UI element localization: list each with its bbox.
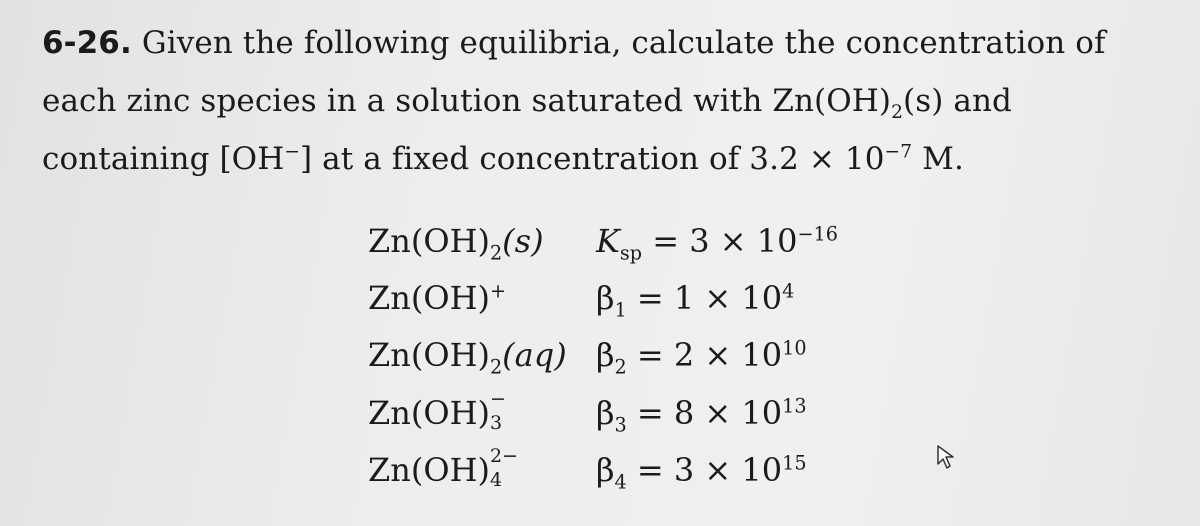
constant-subscript: 2 [614, 355, 627, 379]
constant-exponent: 13 [782, 394, 807, 418]
problem-line-2-tail: (s) and [903, 83, 1012, 119]
constant-symbol: β [596, 451, 615, 489]
species-state: (s) [502, 222, 544, 260]
species-formula: Zn(OH) [368, 222, 490, 260]
species-formula: Zn(OH) [368, 279, 490, 317]
constant-subscript: sp [619, 241, 643, 265]
constant-row [596, 222, 838, 278]
species-state: (aq) [502, 336, 567, 374]
constant-exponent: 10 [782, 336, 807, 360]
species-sub-sup [489, 388, 508, 434]
species-formula: Zn(OH) [368, 394, 490, 432]
constant-row [596, 394, 807, 450]
species-row [368, 222, 544, 278]
constant-value: = 2 × 10 [626, 336, 783, 374]
species-subscript: 2 [489, 241, 503, 265]
problem-line-3-tail: M. [912, 141, 964, 177]
constant-row [596, 279, 794, 335]
constant-symbol: β [596, 394, 615, 432]
problem-line-2-text: each zinc species in a solution saturated with Zn(OH) [42, 83, 892, 119]
constant-row [596, 336, 807, 392]
problem-number: 6-26. [42, 25, 132, 61]
constant-exponent: 15 [782, 451, 807, 475]
species-row [368, 336, 567, 392]
problem-text [42, 14, 1162, 188]
constant-symbol: K [596, 222, 620, 260]
species-formula: Zn(OH) [368, 451, 490, 489]
species-formula: Zn(OH) [368, 336, 490, 374]
constant-symbol: β [596, 279, 615, 317]
species-row [368, 445, 518, 507]
species-row [368, 388, 508, 450]
constant-exponent: −16 [797, 222, 838, 246]
constant-subscript: 1 [614, 298, 627, 322]
problem-line-1-text: Given the following equilibria, calculate the concentration of [141, 25, 1106, 61]
problem-line-3-text: containing [OH [42, 141, 285, 177]
species-row [368, 279, 506, 335]
species-sub-sup [489, 445, 518, 491]
constant-value: = 3 × 10 [642, 222, 798, 260]
problem-line-3 [42, 130, 1162, 188]
constant-value: = 1 × 10 [626, 279, 783, 317]
constant-value: = 8 × 10 [626, 394, 783, 432]
constant-subscript: 3 [614, 413, 627, 437]
species-charge: − [489, 388, 506, 410]
constant-value: = 3 × 10 [626, 451, 783, 489]
constant-exponent: 4 [782, 279, 795, 303]
species-charge: + [489, 279, 507, 303]
constant-symbol: β [596, 336, 615, 374]
species-subscript: 4 [489, 469, 503, 491]
superscript: − [284, 141, 301, 163]
problem-line-2 [42, 72, 1162, 130]
constant-subscript: 4 [614, 470, 627, 494]
constant-row [596, 451, 807, 507]
subscript: 2 [891, 102, 904, 124]
species-subscript: 3 [489, 412, 503, 434]
species-charge: 2− [489, 445, 518, 467]
species-subscript: 2 [489, 355, 503, 379]
problem-line-1 [42, 14, 1162, 72]
exponent: −7 [884, 141, 913, 163]
problem-line-3-middle: ] at a fixed concentration of 3.2 × 10 [300, 141, 885, 177]
mouse-pointer-icon [934, 442, 962, 470]
